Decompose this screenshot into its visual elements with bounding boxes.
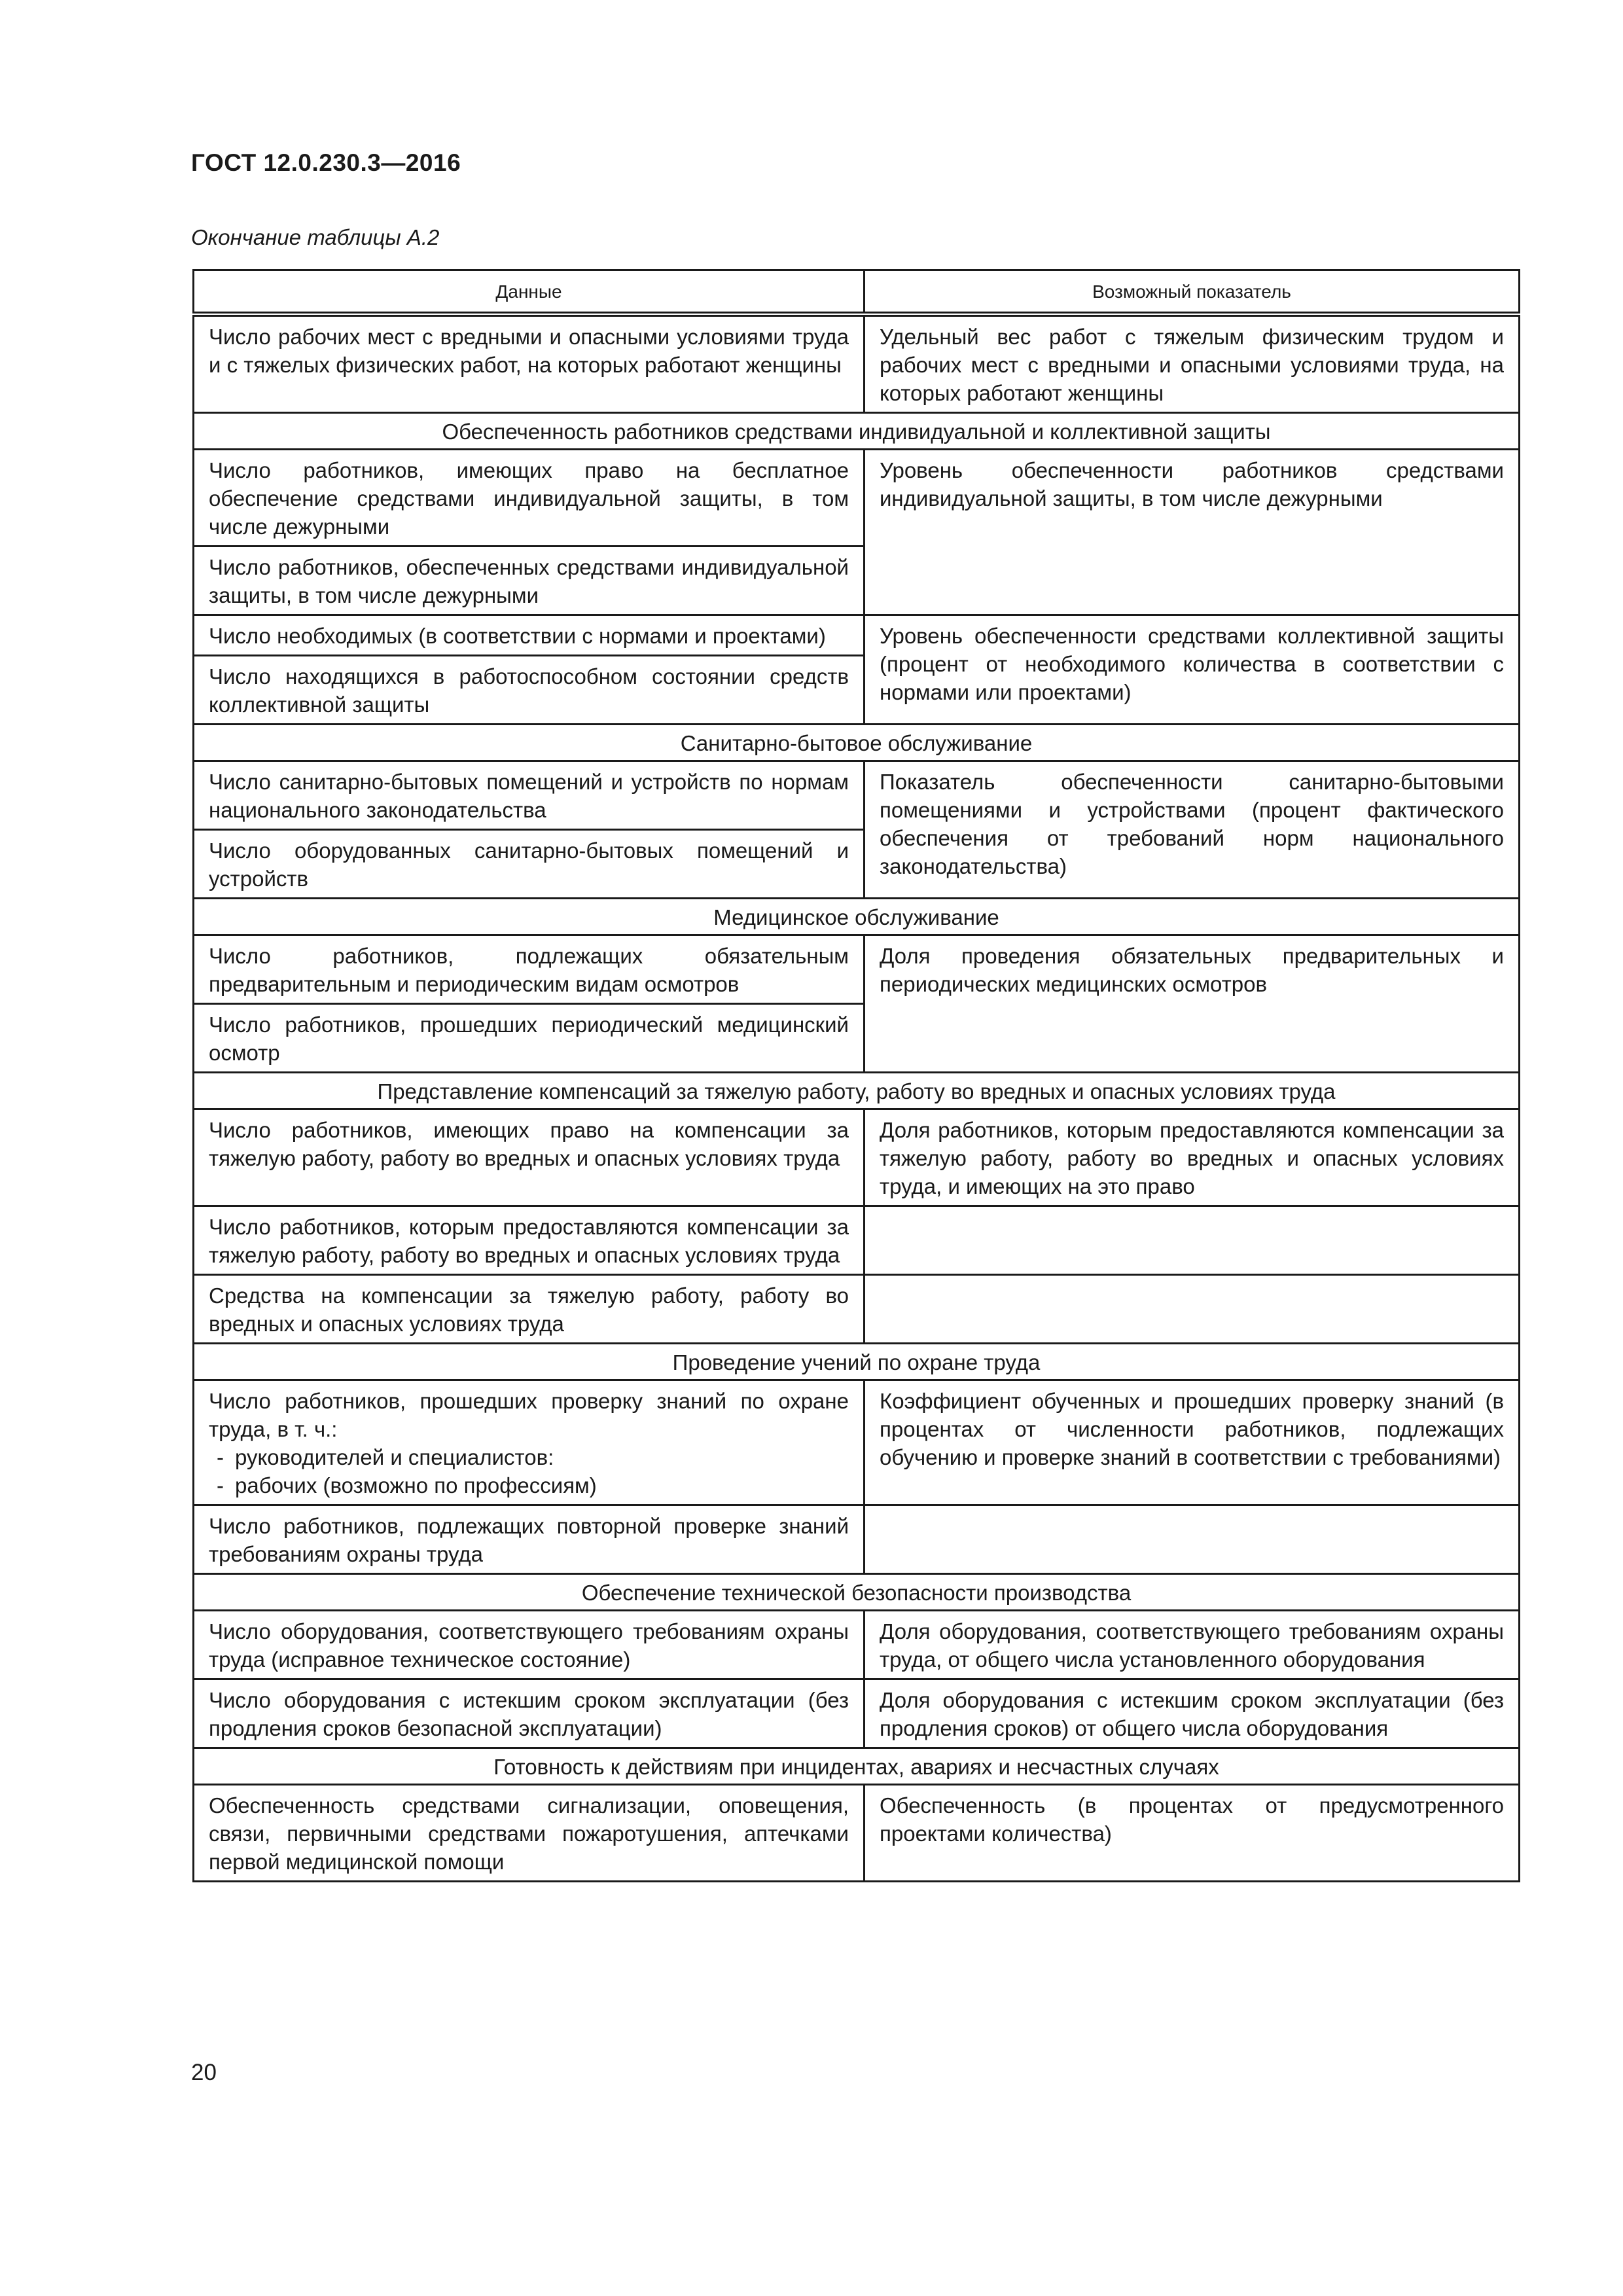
section-row (194, 899, 1520, 935)
table-row (194, 1380, 1520, 1505)
section-title: Медицинское обслуживание (194, 899, 1520, 935)
data-cell: Число находящихся в работоспособном состоянии средств коллективной защиты (194, 656, 865, 725)
indicator-cell: Уровень обеспеченности средствами коллективной защиты (процент от необходимого количества в соответствии с нормами или проектами) (865, 615, 1520, 725)
data-cell (194, 1380, 865, 1505)
data-cell: Число рабочих мест с вредными и опасными условиями труда и с тяжелых физических работ, на которых работают женщины (194, 314, 865, 413)
section-row (194, 725, 1520, 761)
indicator-cell: Коэффициент обученных и прошедших проверку знаний (в процентах от численности работников, подлежащих обучению и проверке знаний в соответствии с требованиями) (865, 1380, 1520, 1505)
data-cell: Число оборудования, соответствующего требованиям охраны труда (исправное техническое состояние) (194, 1611, 865, 1679)
table-row (194, 314, 1520, 413)
data-cell: Число санитарно-бытовых помещений и устройств по нормам национального законодательства (194, 761, 865, 830)
table-row (194, 1275, 1520, 1344)
section-title: Проведение учений по охране труда (194, 1344, 1520, 1380)
table-row (194, 1679, 1520, 1748)
indicator-cell: Доля оборудования с истекшим сроком эксплуатации (без продления сроков) от общего числа оборудования (865, 1679, 1520, 1748)
data-cell: Число работников, которым предоставляются компенсации за тяжелую работу, работу во вредных и опасных условиях труда (194, 1206, 865, 1275)
empty-cell (865, 1505, 1520, 1574)
section-row (194, 1748, 1520, 1785)
indicator-cell: Обеспеченность (в процентах от предусмотренного проектами количества) (865, 1785, 1520, 1882)
table-row (194, 1206, 1520, 1275)
indicator-cell: Доля проведения обязательных предварительных и периодических медицинских осмотров (865, 935, 1520, 1073)
data-cell: Число оборудованных санитарно-бытовых помещений и устройств (194, 830, 865, 899)
indicator-cell: Доля оборудования, соответствующего требованиям охраны труда, от общего числа установленного оборудования (865, 1611, 1520, 1679)
table-caption: Окончание таблицы А.2 (191, 225, 440, 249)
table-row (194, 1109, 1520, 1206)
table-row (194, 615, 1520, 656)
table-row (194, 1785, 1520, 1882)
section-row (194, 1344, 1520, 1380)
table-header-row (194, 270, 1520, 315)
table-row (194, 1505, 1520, 1574)
data-cell: Число работников, имеющих право на компенсации за тяжелую работу, работу во вредных и опасных условиях труда (194, 1109, 865, 1206)
indicator-cell: Удельный вес работ с тяжелым физическим трудом и рабочих мест с вредными и опасными условиями труда, на которых работают женщины (865, 314, 1520, 413)
list-item: - руководителей и специалистов: (235, 1443, 849, 1471)
document-number: ГОСТ 12.0.230.3—2016 (191, 149, 461, 176)
empty-cell (865, 1275, 1520, 1344)
indicator-cell: Уровень обеспеченности работников средствами индивидуальной защиты, в том числе дежурными (865, 450, 1520, 615)
dash-list (209, 1443, 849, 1499)
data-cell: Обеспеченность средствами сигнализации, оповещения, связи, первичными средствами пожаротушения, аптечками первой медицинской помощи (194, 1785, 865, 1882)
table-row (194, 450, 1520, 547)
column-header-indicator: Возможный показатель (865, 270, 1520, 315)
indicator-cell: Доля работников, которым предоставляются компенсации за тяжелую работу, работу во вредных и опасных условиях труда, и имеющих на это право (865, 1109, 1520, 1206)
data-cell: Число работников, подлежащих обязательным предварительным и периодическим видам осмотров (194, 935, 865, 1004)
section-title: Обеспеченность работников средствами индивидуальной и коллективной защиты (194, 413, 1520, 450)
data-cell: Число работников, имеющих право на бесплатное обеспечение средствами индивидуальной защиты, в том числе дежурными (194, 450, 865, 547)
data-cell: Число оборудования с истекшим сроком эксплуатации (без продления сроков безопасной эксплуатации) (194, 1679, 865, 1748)
empty-cell (865, 1206, 1520, 1275)
section-title: Готовность к действиям при инцидентах, авариях и несчастных случаях (194, 1748, 1520, 1785)
indicator-table (192, 269, 1520, 1882)
table-row (194, 1611, 1520, 1679)
section-row (194, 413, 1520, 450)
data-cell: Средства на компенсации за тяжелую работу, работу во вредных и опасных условиях труда (194, 1275, 865, 1344)
page-number: 20 (191, 2060, 217, 2085)
table-row (194, 935, 1520, 1004)
section-title: Обеспечение технической безопасности производства (194, 1574, 1520, 1611)
data-cell: Число работников, прошедших периодический медицинский осмотр (194, 1004, 865, 1073)
section-title: Представление компенсаций за тяжелую работу, работу во вредных и опасных условиях труда (194, 1073, 1520, 1109)
data-cell: Число необходимых (в соответствии с нормами и проектами) (194, 615, 865, 656)
section-row (194, 1574, 1520, 1611)
data-cell: Число работников, обеспеченных средствами индивидуальной защиты, в том числе дежурными (194, 547, 865, 615)
data-cell: Число работников, подлежащих повторной проверке знаний требованиям охраны труда (194, 1505, 865, 1574)
table-row (194, 761, 1520, 830)
column-header-data: Данные (194, 270, 865, 315)
list-item: - рабочих (возможно по профессиям) (235, 1471, 849, 1499)
indicator-cell: Показатель обеспеченности санитарно-бытовыми помещениями и устройствами (процент фактического обеспечения от требований норм национального законодательства) (865, 761, 1520, 899)
section-row (194, 1073, 1520, 1109)
section-title: Санитарно-бытовое обслуживание (194, 725, 1520, 761)
data-text: Число работников, прошедших проверку знаний по охране труда, в т. ч.: (209, 1389, 849, 1441)
